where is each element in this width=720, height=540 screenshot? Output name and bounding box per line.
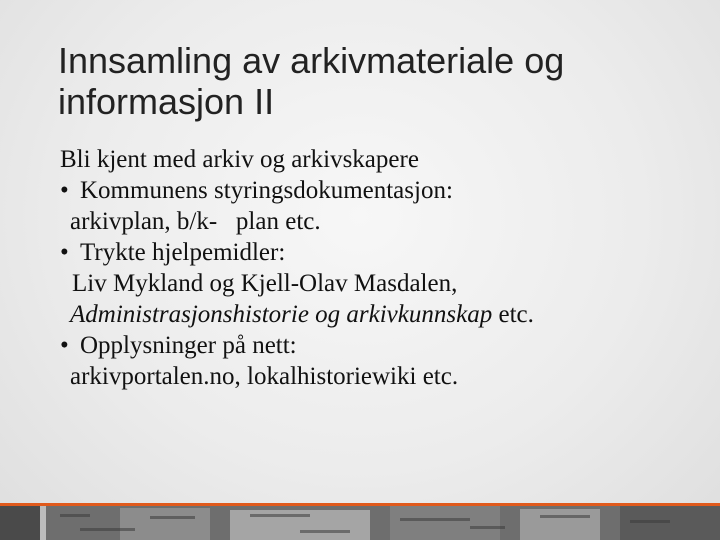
slide-title: Innsamling av arkivmateriale og informasjon II	[58, 40, 565, 122]
bullet-1-text: Kommunens styringsdokumentasjon:	[80, 177, 453, 204]
archive-photo-strip	[0, 506, 720, 540]
bullet-item-3	[60, 330, 700, 361]
archive-texture-image	[0, 506, 720, 540]
bullet-2-text: Trykte hjelpemidler:	[80, 239, 286, 266]
book-title-suffix: etc.	[492, 301, 534, 328]
intro-text: Bli kjent med arkiv og arkivskapere	[60, 146, 419, 173]
bullet-icon: •	[60, 177, 69, 204]
bullet-1-continuation: arkivplan, b/k- plan etc.	[70, 208, 321, 235]
bullet-item-2	[60, 237, 700, 268]
slide-body	[60, 144, 700, 392]
bullet-item-1	[60, 175, 700, 206]
bullet-2-continuation-1: Liv Mykland og Kjell-Olav Masdalen,	[72, 270, 458, 297]
bullet-2-continuation-2	[60, 299, 700, 330]
bullet-icon: •	[60, 239, 69, 266]
bullet-icon: •	[60, 332, 69, 359]
bullet-3-text: Opplysninger på nett:	[80, 332, 297, 359]
bullet-3-continuation: arkivportalen.no, lokalhistoriewiki etc.	[70, 363, 459, 390]
book-title: Administrasjonshistorie og arkivkunnskap	[70, 301, 493, 328]
